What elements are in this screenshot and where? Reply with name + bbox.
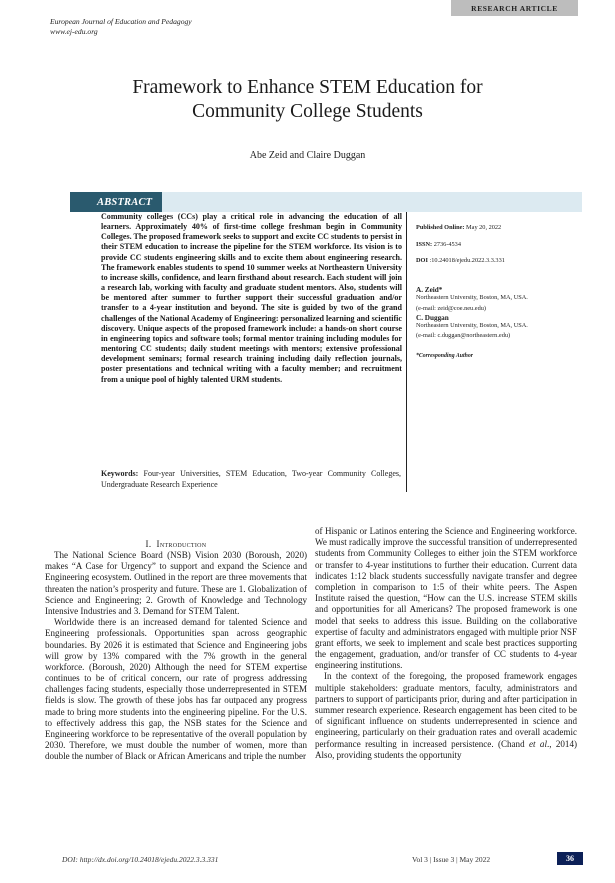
- journal-name: European Journal of Education and Pedagogy: [50, 17, 192, 26]
- abstract-label: ABSTRACT: [70, 192, 162, 212]
- abstract-text: Community colleges (CCs) play a critical role in advancing the education of all learners. Approximately 40% of first-time college freshman begin in Community Colleges. The proposed framework seeks to support and excite CC students to persist in their STEM education to increase the pipeline for the STEM workforce. Its vision is to provide CC students engineering skills and to excite them about engineering research. The framework enables students to spend 10 summer weeks at Northeastern University to increase skills, confidence, and learn firsthand about research. Each student will join a research lab, working with faculty and graduate student mentors. Also, students will be mentored after summer to further support their successful graduation and/or transfer to a 4-year institution and beyond. The site is guided by two of the grand challenges of the National Academy of Engineering: personalized learning and scientific discovery. Unique aspects of the proposed framework include: a hands-on short course in engineering topics and software tools; formal mentor training including modules for mentoring CC students; daily student meetings with mentors; extensive professional development seminars; formal research training including daily reflection journals, poster presentations and technical writing with a faculty member; and recruitment from a unique pool of highly talented URM students.: [101, 212, 402, 384]
- body-paragraph: The National Science Board (NSB) Vision 2030 (Boroush, 2020) makes “A Case for Urgency” to support and expand the Science and Engineering ecosystem. Outlined in the report are three movements that threaten the nation’s prosperity and future. These are 1. Globalization of Science and Engineering; 2. Growth of Knowledge and Technology Intensive Industries and 3. Demand for STEM Talent.: [45, 550, 307, 616]
- keywords-label: Keywords:: [101, 469, 139, 478]
- abstract-divider: [406, 212, 407, 492]
- article-info-sidebar: [416, 224, 556, 361]
- body-column-right: [315, 526, 577, 761]
- corresponding-author-note: *Corresponding Author: [416, 353, 473, 360]
- title-line-2: Community College Students: [192, 101, 423, 122]
- author-info: [416, 314, 556, 341]
- footer-volume-info: Vol 3 | Issue 3 | May 2022: [412, 855, 491, 864]
- journal-header: [50, 17, 192, 37]
- keywords: [101, 469, 401, 490]
- author-affiliation: Northeastern University, Boston, MA, USA.: [416, 321, 528, 329]
- author-affiliation: Northeastern University, Boston, MA, USA.: [416, 294, 528, 302]
- article-authors: Abe Zeid and Claire Duggan: [249, 150, 366, 161]
- body-paragraph: Worldwide there is an increased demand for talented Science and Engineering professionals. Opportunities span across geographic boundaries. By 2026 it is estimated that Science and Engineering jobs will grow by 13% compared with the 7% growth in the general workforce. (Boroush, 2020) Although the need for STEM expertise continues to be of critical concern, our rate of progress addressing challenges facing students, especially those underrepresented in STEM fields is slow. The growth of these jobs has far outpaced any progress made to bring more students into the engineering pipeline. For the U.S. to effectively address this gap, the NSB states for the Science and Engineering workforce to be representative of the overall population by 2030. Therefore, we must double the number of women, more than double the number of Black or African Americans and triple the number: [45, 617, 307, 762]
- section-title: Introduction: [156, 539, 207, 549]
- footer-doi[interactable]: DOI: http://dx.doi.org/10.24018/ejedu.2022.3.3.331: [62, 855, 219, 864]
- author-name: C. Duggan: [416, 313, 449, 322]
- doi: DOI :10.24018/ejedu.2022.3.3.331: [416, 257, 505, 265]
- article-type-badge: RESEARCH ARTICLE: [451, 0, 578, 16]
- author-email[interactable]: (e-mail: zeid@coe.neu.edu): [416, 304, 486, 312]
- citation-et-al: et al: [529, 738, 547, 749]
- section-heading: [45, 539, 307, 549]
- author-email[interactable]: (e-mail: c.duggan@northeastern.edu): [416, 332, 511, 340]
- section-number: I.: [145, 539, 152, 549]
- article-title: [0, 76, 615, 124]
- body-column-left: [45, 550, 307, 763]
- title-line-1: Framework to Enhance STEM Education for: [132, 77, 483, 98]
- keywords-list: Four-year Universities, STEM Education, Two-year Community Colleges, Undergraduate Research Experience: [101, 469, 401, 489]
- page-number: 36: [557, 852, 583, 865]
- published-date: Published Online: May 20, 2022: [416, 224, 502, 231]
- author-info: [416, 286, 556, 313]
- body-paragraph: of Hispanic or Latinos entering the Science and Engineering workforce. We must radically improve the successful transition of underrepresented students from Community Colleges to either join the STEM workforce or transfer to 4-year institutions to further their education. Current data indicates 1:12 black students successfully navigate transfer and degree completion in comparison to 1:5 of their white peers. The Aspen Institute raised the question, “How can the U.S. increase STEM skills and opportunities for all Americans? The proposed framework is one model that seeks to address this issue. Building on the collaborative expertise of faculty and administrators engaged with multiple prior NSF grant efforts, we seek to implement and scale best practices supporting the engagement, graduation, and/or transfer of CC students to 4-year engineering institutions.: [315, 526, 577, 671]
- author-name: A. Zeid*: [416, 286, 443, 295]
- issn: ISSN: 2736-4534: [416, 240, 461, 248]
- journal-url[interactable]: www.ej-edu.org: [50, 27, 98, 36]
- body-paragraph: In the context of the foregoing, the proposed framework engages multiple stakeholders: graduate mentors, faculty, administrators and partners to support of participants prior, during and after participation in summer research experience. Research engagement has been cited to be of significant influence on students underrepresented in science and engineering, particularly on their graduation rates and overall academic performance resulting in increased persistence. (Chand et al., 2014) Also, providing students the opportunity: [315, 671, 577, 760]
